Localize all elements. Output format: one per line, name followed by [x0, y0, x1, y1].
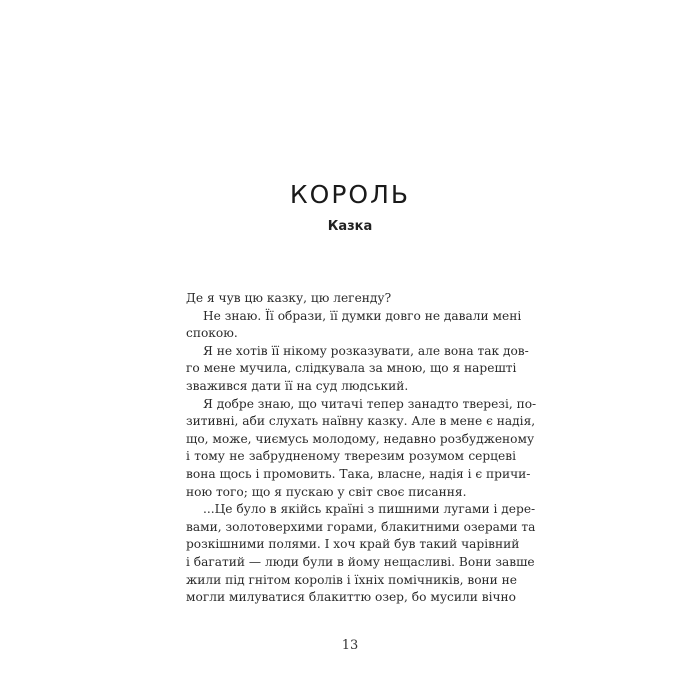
chapter-subtitle: Казка	[327, 219, 373, 234]
text-line: Не знаю. Її образи, її думки довго не давали мені	[203, 308, 522, 323]
text-line: Де я чув цю казку, цю легенду?	[186, 291, 392, 305]
text-line: зитивні, аби слухать наївну казку. Але в мене є надія,	[186, 414, 536, 429]
text-line: могли милуватися блакиттю озер, бо мусили вічно	[186, 590, 516, 605]
text-line: го мене мучила, слідкувала за мною, що я нарешті	[186, 361, 517, 376]
text-line: розкішними полями. І хоч край був такий чарівний	[186, 537, 520, 552]
text-line: вона щось і промовить. Така, власне, надія і є причи-	[186, 466, 531, 481]
text-line: і тому не забрудненому тверезим розумом серцеві	[186, 449, 516, 464]
text-line: жили під гнітом королів і їхніх помічників, вони не	[186, 572, 518, 587]
text-line: Я добре знаю, що читачі тепер занадто тверезі, по-	[203, 396, 537, 411]
body-text	[186, 290, 537, 607]
text-line: зважився дати її на суд людський.	[186, 378, 409, 393]
text-line: і багатий — люди були в йому нещасливі. Вони завше	[186, 554, 535, 569]
text-line: ною того; що я пускаю у світ своє писання.	[186, 484, 467, 499]
text-line: що, може, чиємусь молодому, недавно розбудженому	[186, 431, 535, 446]
text-line: вами, золотоверхими горами, блакитними озерами та	[186, 519, 536, 534]
page-number: 13	[341, 638, 359, 653]
text-line: Я не хотів її нікому розказувати, але вона так дов-	[203, 343, 529, 358]
text-line: ...Це було в якійсь країні з пишними лугами і дере-	[203, 502, 536, 517]
chapter-title: КОРОЛЬ	[289, 180, 411, 209]
text-line: спокою.	[186, 326, 238, 341]
